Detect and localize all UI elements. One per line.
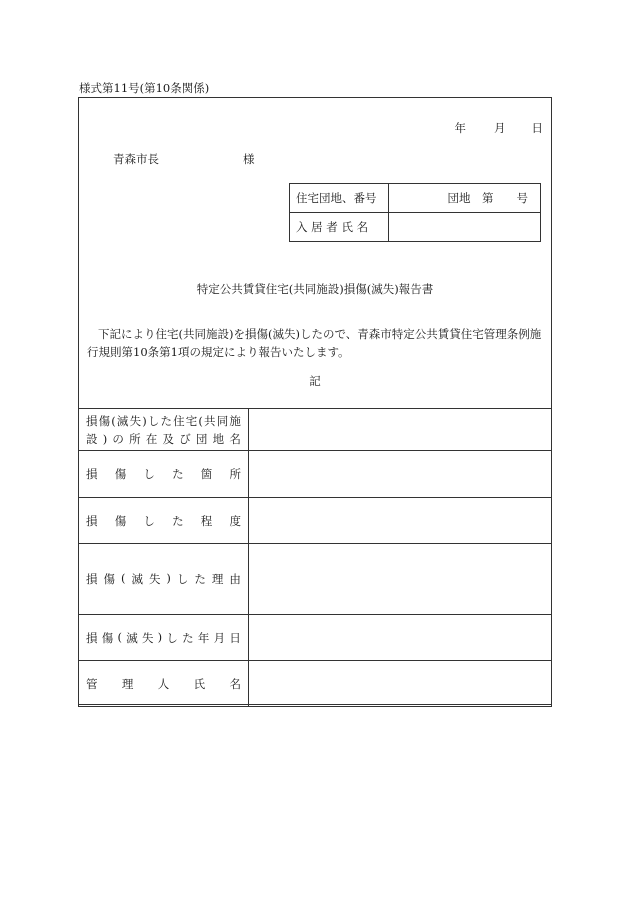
table-row — [79, 451, 552, 498]
table-row — [290, 213, 541, 242]
body-text: 下記により住宅(共同施設)を損傷(滅失)したので、青森市特定公共賃貸住宅管理条例施行規則第10条第1項の規定により報告いたします。 — [87, 327, 542, 359]
table-row — [290, 184, 541, 213]
table-row — [79, 544, 552, 615]
damage-date-label-text: 損 傷 ( 滅 失 ) し た 年 月 日 — [86, 629, 241, 645]
addressee-name: 青森市長 — [113, 152, 159, 166]
location-label-line1: 損 傷 ( 滅 失 ) し た 住 宅 ( 共 同 施 — [86, 413, 241, 428]
addressee-honorific: 様 — [243, 152, 255, 166]
damage-reason-label-text: 損 傷 ( 滅 失 ) し た 理 由 — [86, 571, 241, 586]
damaged-part-label — [79, 451, 249, 498]
damaged-part-field[interactable] — [248, 451, 551, 498]
damaged-part-label-text: 損 傷 し た 箇 所 — [86, 467, 241, 481]
location-label — [79, 409, 249, 451]
damage-reason-field[interactable] — [248, 544, 551, 615]
damage-date-label — [79, 615, 249, 661]
location-field[interactable] — [248, 409, 551, 451]
housing-number-field[interactable]: 団地 第 号 — [389, 184, 541, 213]
table-row — [79, 615, 552, 661]
housing-number-label: 住宅団地、番号 — [290, 184, 389, 213]
manager-name-label-text: 管 理 人 氏 名 — [86, 676, 241, 691]
form-number: 様式第11号(第10条関係) — [79, 81, 210, 95]
damage-degree-label-text: 損 傷 し た 程 度 — [86, 513, 241, 528]
date-day: 日 — [531, 121, 543, 135]
applicant-table — [289, 183, 541, 242]
details-table — [78, 408, 552, 707]
date-year: 年 — [454, 121, 466, 135]
table-row — [79, 409, 552, 451]
date-line — [455, 120, 544, 136]
manager-name-field[interactable] — [248, 661, 551, 707]
manager-name-label — [79, 661, 249, 707]
damage-date-field[interactable] — [248, 615, 551, 661]
document-title: 特定公共賃貸住宅(共同施設)損傷(滅失)報告書 — [196, 282, 434, 296]
addressee — [113, 151, 255, 167]
damage-degree-field[interactable] — [248, 498, 551, 544]
resident-name-field[interactable] — [389, 213, 541, 242]
table-row — [79, 661, 552, 707]
table-row — [79, 498, 552, 544]
damage-reason-label — [79, 544, 249, 615]
resident-name-label: 入 居 者 氏 名 — [290, 213, 389, 242]
ki-heading: 記 — [309, 374, 321, 388]
damage-degree-label — [79, 498, 249, 544]
date-month: 月 — [494, 121, 506, 135]
report-form — [78, 97, 552, 705]
location-label-line2: 設 ) の 所 在 及 び 団 地 名 — [86, 431, 241, 446]
